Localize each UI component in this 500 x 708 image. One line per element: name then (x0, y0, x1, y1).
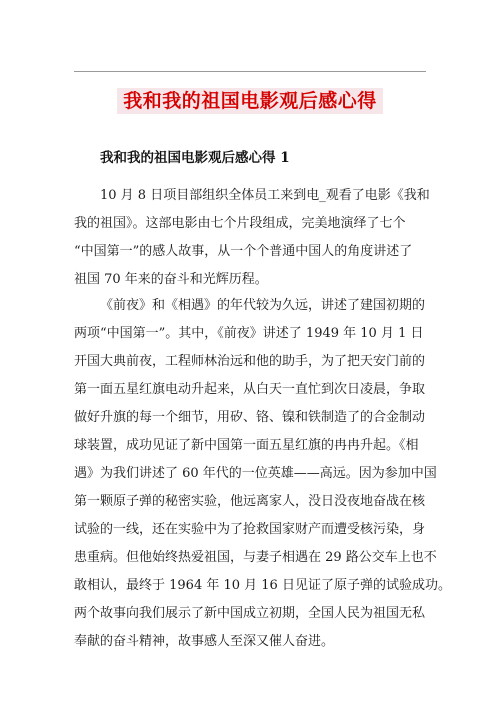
paragraph-line: 开国大典前夜，工程师林治远和他的助手，为了把天安门前的 (74, 354, 426, 369)
title-block (0, 88, 500, 114)
section-heading: 我和我的祖国电影观后感心得 1 (100, 150, 290, 166)
paragraph-line: 祖国 70 年来的奋斗和光辉历程。 (74, 272, 268, 287)
paragraph-line: 《前夜》和《相遇》的年代较为久远，讲述了建国初期的 (100, 298, 426, 313)
paragraph-line: 我的祖国》。这部电影由七个片段组成，完美地演绎了七个 (74, 216, 406, 231)
paragraph-line: 患重病。但他始终热爱祖国，与妻子相遇在 29 路公交车上也不 (74, 550, 437, 565)
header-rule (74, 71, 426, 72)
paragraph-line: 两个故事向我们展示了新中国成立初期，全国人民为祖国无私 (74, 606, 426, 621)
paragraph-line: 做好升旗的每一个细节，用矽、铬、镍和铁制造了的合金制动 (74, 410, 426, 425)
paragraph-line: 两项“中国第一”。其中，《前夜》讲述了 1949 年 10 月 1 日 (74, 326, 424, 341)
document-title: 我和我的祖国电影观后感心得 (117, 88, 383, 114)
paragraph-line: 第一颗原子弹的秘密实验，他远离家人，没日没夜地奋战在核 (74, 494, 426, 509)
paragraph-line: 球装置，成功见证了新中国第一面五星红旗的冉冉升起。《相 (74, 438, 419, 453)
paragraph-line: 第一面五星红旗电动升起来，从白天一直忙到次日凌晨，争取 (74, 382, 426, 397)
paragraph-line: 10 月 8 日项目部组织全体员工来到电_观看了电影《我和 (100, 188, 430, 203)
paragraph-line: 奉献的奋斗精神，故事感人至深又催人奋进。 (74, 634, 335, 649)
paragraph-line: 敢相认，最终于 1964 年 10 月 16 日见证了原子弹的试验成功。 (74, 578, 451, 593)
paragraph-line: 试验的一线，还在实验中为了抢救国家财产而遭受核污染，身 (74, 522, 426, 537)
paragraph-1 (74, 182, 430, 294)
paragraph-2 (74, 292, 451, 656)
paragraph-line: 遇》为我们讲述了 60 年代的一位英雄——高远。因为参加中国 (74, 466, 437, 481)
paragraph-line: “中国第一”的感人故事，从一个个普通中国人的角度讲述了 (74, 244, 413, 259)
